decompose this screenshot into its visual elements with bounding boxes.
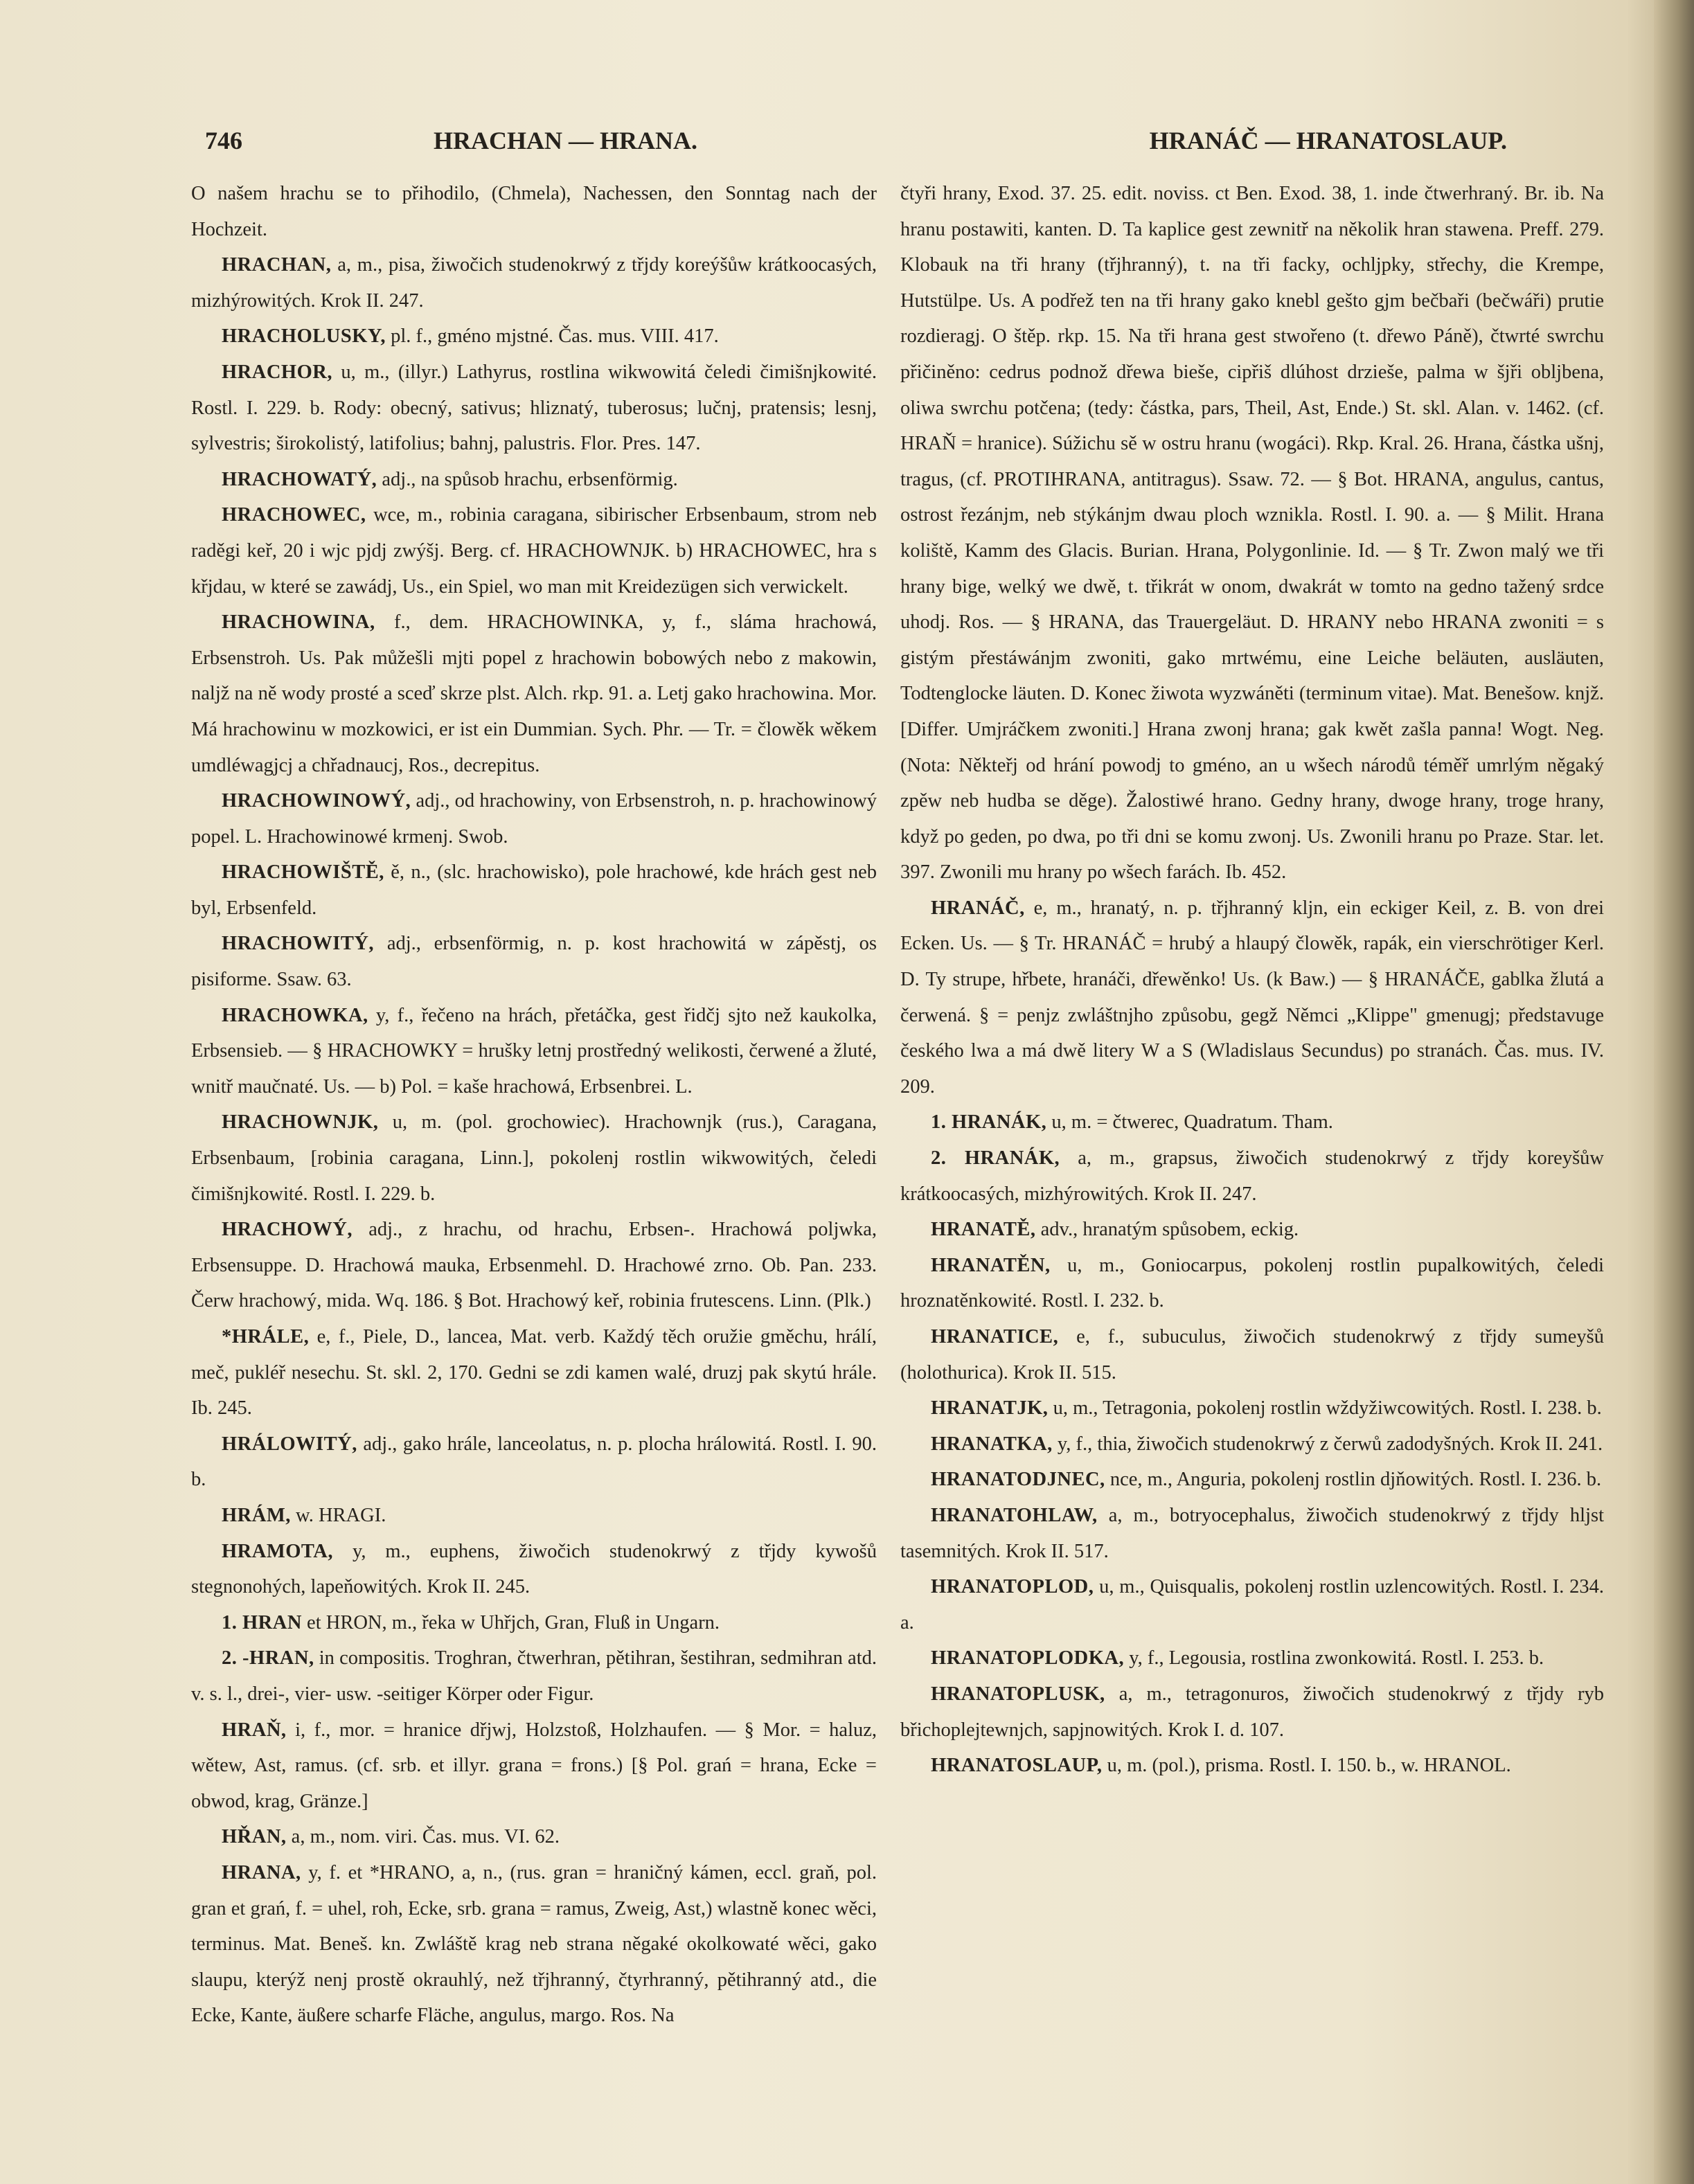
entry-headword: HRACHAN, [222, 254, 332, 276]
entry-headword: HRACHOWKA, [222, 1004, 368, 1026]
dictionary-entry [191, 497, 877, 605]
entry-text: u, m., Goniocarpus, pokolenj rostlin pupalkowitých, čeledi hroznatěnkowité. Rostl. I. 232. b. [900, 1254, 1604, 1312]
entry-text: u, m. (pol. grochowiec). Hrachownjk (rus.), Caragana, Erbsenbaum, [robinia caragana, Linn.], pokolenj rostlin wikwowitých, čeledi čimišnjkowité. Rostl. I. 229. b. [191, 1111, 877, 1205]
dictionary-entry [191, 1855, 877, 2034]
entry-headword: *HRÁLE, [222, 1326, 310, 1348]
dictionary-entry [191, 1319, 877, 1426]
entry-headword: HRANATOSLAUP, [931, 1755, 1103, 1777]
entry-headword: HRACHOWEC, [222, 504, 366, 526]
dictionary-entry [191, 462, 877, 498]
entry-text: adj., od hrachowiny, von Erbsenstroh, n. p. hrachowinowý popel. L. Hrachowinowé krmenj. Swob. [191, 790, 877, 848]
entry-text: čtyři hrany, Exod. 37. 25. edit. noviss. ct Ben. Exod. 38, 1. inde čtwerhraný. Br. ib. Na hranu postawiti, kanten. D. Ta kaplice gest zewnitř na několik hran stawena. Preff. 279. Klobauk na tři hrany (třjhranný), t. na tři facky, ochljpky, střechy, die Krempe, Hutstülpe. Us. A podřež ten na tři hrany gako knebl gešto gjm bečbaři (bečwáři) prutie rozdieragj. O štěp. rkp. 15. Na tři hrana gest stwořeno (t. dřewo Páně), čtwrté swrchu přičiněno: cedrus podnož dřewa bieše, cipřiš dlúhost drzieše, palma w šjři obljbena, oliwa swrchu potčena; (tedy: částka, pars, Theil, Ast, Ende.) St. skl. Alan. v. 1462. (cf. HRAŇ = hranice). Súžichu sě w ostru hranu (wogáci). Rkp. Kral. 26. Hrana, částka ušnj, tragus, (cf. PROTIHRANA, antitragus). Ssaw. 72. — § Bot. HRANA, angulus, cantus, ostrost řezánjm, neb stýkánjm dwau ploch wznikla. Rostl. I. 90. a. — § Milit. Hrana koliště, Kamm des Glacis. Burian. Hrana, Polygonlinie. Id. — § Tr. Zwon malý we tři hrany bige, welký we dwě, t. třikrát w onom, dwakrát w tomto na gedno tažený srdce uhodj. Ros. — § HRANA, das Trauergeläut. D. HRANY nebo HRANA zwoniti = s gistým přestáwánjm zwoniti, gako mrtwému, eine Leiche beläuten, ausläuten, Todtenglocke läuten. D. Konec žiwota wyzwáněti (terminum vitae). Mat. Benešow. knjž. [Differ. Umjráčkem zwoniti.] Hrana zwonj hrana; gak kwět zašla panna! Wogt. Neg. (Nota: Někteřj od hrání powodj to gméno, an u wšech národů téměř umrlým něgaký zpěw neb hudba se děge). Žalostiwé hrano. Gedny hrany, dwoge hrany, troge hrany, když po geden, po dwa, po tři dni se komu zwonj. Us. Zwonili hranu po Praze. Star. let. 397. Zwonili mu hrany po wšech farách. Ib. 452. [900, 183, 1604, 884]
dictionary-entry [900, 890, 1604, 1105]
dictionary-entry [900, 1676, 1604, 1748]
dictionary-entry [900, 1390, 1604, 1426]
entry-text: u, m. (pol.), prisma. Rostl. I. 150. b., w. HRANOL. [1107, 1755, 1511, 1777]
entry-headword: HRACHOWITÝ, [222, 933, 375, 955]
entry-headword: HRANATKA, [931, 1433, 1053, 1455]
entry-text: a, m., pisa, žiwočich studenokrwý z třjdy koreýšůw krátkoocasých, mizhýrowitých. Krok II. 247. [191, 254, 877, 312]
dictionary-entry [191, 1104, 877, 1212]
entry-text: ě, n., (slc. hrachowisko), pole hrachowé, kde hrách gest neb byl, Erbsenfeld. [191, 861, 877, 919]
entry-headword: HRACHOWNJK, [222, 1111, 379, 1134]
entry-headword: HRÁM, [222, 1504, 291, 1526]
entry-text: adj., erbsenförmig, n. p. kost hrachowitá w zápěstj, os pisiforme. Ssaw. 63. [191, 933, 877, 991]
entry-text: y, f., thia, žiwočich studenokrwý z čerwů zadodyšných. Krok II. 241. [1057, 1433, 1603, 1455]
entry-headword: HRANATĚ, [931, 1219, 1036, 1241]
dictionary-entry [191, 854, 877, 926]
dictionary-entry [900, 1140, 1604, 1212]
dictionary-entry [900, 1104, 1604, 1140]
entry-headword: HRAMOTA, [222, 1540, 334, 1562]
dictionary-entry [900, 1212, 1604, 1248]
entry-text: y, f. et *HRANO, a, n., (rus. gran = hraničný kámen, eccl. graň, pol. gran et grań, f. = uhel, roh, Ecke, srb. grana = ramus, Zweig, Ast,) wlastně konec wěci, terminus. Mat. Beneš. kn. Zwláště krag neb strana něgaké okolkowaté wěci, gako slaupu, kterýž nenj prostě okrauhlý, než třjhranný, čtyrhranný, pětihranný atd., die Ecke, Kante, äußere scharfe Fläche, angulus, margo. Ros. Na [191, 1861, 877, 2027]
dictionary-entry [191, 176, 877, 247]
entry-headword: 2. -HRAN, [222, 1647, 314, 1670]
dictionary-entry [191, 1605, 877, 1641]
entry-text: u, m., Quisqualis, pokolenj rostlin uzlencowitých. Rostl. I. 234. a. [900, 1576, 1604, 1633]
page-edge-shadow [1654, 0, 1694, 2184]
dictionary-entry [191, 355, 877, 462]
entry-text: y, m., euphens, žiwočich studenokrwý z třjdy kywošů stegnonohých, lapeňowitých. Krok II. 245. [191, 1540, 877, 1598]
entry-headword: HRACHOWIŠTĚ, [222, 861, 384, 884]
entry-text: in compositis. Troghran, čtwerhran, pětihran, šestihran, sedmihran atd. v. s. l., drei-, vier- usw. -seitiger Körper oder Figur. [191, 1647, 877, 1705]
dictionary-entry [191, 998, 877, 1105]
dictionary-entry [191, 319, 877, 355]
right-running-title: HRANÁČ — HRANATOSLAUP. [1149, 127, 1507, 154]
entry-text: nce, m., Anguria, pokolenj rostlin djňowitých. Rostl. I. 236. b. [1109, 1469, 1602, 1491]
entry-headword: HRANA, [222, 1861, 301, 1883]
entry-headword: HRANATOPLOD, [931, 1576, 1094, 1598]
dictionary-entry [191, 783, 877, 854]
entry-headword: HRACHOR, [222, 361, 332, 383]
entry-headword: HRANATODJNEC, [931, 1469, 1105, 1491]
entry-headword: HRANÁČ, [931, 897, 1025, 919]
entry-text: pl. f., gméno mjstné. Čas. mus. VIII. 417. [391, 325, 719, 348]
dictionary-entry [900, 1640, 1604, 1676]
entry-headword: 1. HRANÁK, [931, 1111, 1047, 1134]
dictionary-entry [191, 247, 877, 319]
entry-text: et HRON, m., řeka w Uhřjch, Gran, Fluß in Ungarn. [307, 1611, 720, 1633]
dictionary-entry [191, 1640, 877, 1712]
entry-headword: HRAŇ, [222, 1719, 287, 1741]
dictionary-entry [191, 1712, 877, 1820]
entry-text: e, m., hranatý, n. p. třjhranný kljn, ein eckiger Keil, z. B. von drei Ecken. Us. — § Tr. HRANÁČ = hrubý a hlaupý člowěk, rapák, ein vierschrötiger Kerl. D. Ty strupe, hřbete, hranáči, dřewěnko! Us. (k Baw.) — § HRANÁČE, gablka žlutá a čerwená. § = penjz zwláštnjho způsobu, gegž Němci „Klippe" gmenugj; představuge českého lwa a má dwě litery W a S (Wladislaus Secundus) po stranách. Čas. mus. IV. 209. [900, 897, 1605, 1098]
dictionary-entry [191, 1819, 877, 1855]
entry-text: y, f., řečeno na hrách, přetáčka, gest řidčj sjto než kaukolka, Erbsensieb. — § HRACHOWKY = hrušky letnj prostředný welikosti, čerwené a žluté, wnitř maučnaté. Us. — b) Pol. = kaše hrachowá, Erbsenbrei. L. [191, 1004, 877, 1098]
entry-text: adj., z hrachu, od hrachu, Erbsen-. Hrachowá poljwka, Erbsensuppe. D. Hrachowá mauka, Erbsenmehl. D. Hrachowé zrno. Ob. Pan. 233. Čerw hrachowý, mida. Wq. 186. § Bot. Hrachowý keř, robinia frutescens. Linn. (Plk.) [191, 1219, 877, 1312]
entry-headword: HŘAN, [222, 1826, 287, 1848]
entry-text: adj., gako hrále, lanceolatus, n. p. plocha hrálowitá. Rostl. I. 90. b. [191, 1433, 877, 1491]
entry-text: y, f., Legousia, rostlina zwonkowitá. Rostl. I. 253. b. [1129, 1647, 1544, 1670]
entry-text: u, m., (illyr.) Lathyrus, rostlina wikwowitá čeledi čimišnjkowité. Rostl. I. 229. b. Rody: obecný, sativus; hliznatý, tuberosus; lučnj, pratensis; lesnj, sylvestris; širokolistý, latifolius; bahnj, palustris. Flor. Pres. 147. [191, 361, 877, 455]
entry-text: a, m., botryocephalus, žiwočich studenokrwý z třjdy hljst tasemnitých. Krok II. 517. [900, 1504, 1604, 1562]
dictionary-entry [191, 1498, 877, 1534]
entry-headword: HRÁLOWITÝ, [222, 1433, 357, 1455]
dictionary-entry [191, 1534, 877, 1605]
dictionary-entry [191, 1212, 877, 1319]
entry-text: f., dem. HRACHOWINKA, y, f., sláma hrachowá, Erbsenstroh. Us. Pak můžešli mjti popel z hrachowin bobowých nebo z makowin, naljž na ně wody prosté a sceď skrze plst. Alch. rkp. 91. a. Letj gako hrachowina. Mor. Má hrachowinu w mozkowici, er ist ein Dummian. Sych. Phr. — Tr. = člowěk wěkem umdléwagjcj a chřadnaucj, Ros., decrepitus. [191, 611, 877, 776]
entry-headword: HRANATOPLUSK, [931, 1683, 1105, 1705]
left-column [191, 176, 877, 2034]
right-column [900, 176, 1604, 1784]
dictionary-entry [191, 926, 877, 997]
left-running-title: HRACHAN — HRANA. [434, 127, 697, 154]
entry-text: e, f., Piele, D., lancea, Mat. verb. Každý těch oružie gměchu, hrálí, meč, pukléř nesechu. St. skl. 2, 170. Gedni se zdi kamen walé, druzj pak skytú hrále. Ib. 245. [191, 1326, 877, 1420]
entry-headword: HRANATJK, [931, 1397, 1049, 1420]
page-header [205, 126, 1507, 168]
entry-headword: HRANATICE, [931, 1326, 1059, 1348]
dictionary-entry [900, 1498, 1604, 1569]
entry-text: u, m., Tetragonia, pokolenj rostlin wždyžiwcowitých. Rostl. I. 238. b. [1053, 1397, 1602, 1420]
entry-headword: HRACHOWATÝ, [222, 468, 377, 490]
entry-headword: HRACHOWINA, [222, 611, 375, 634]
entry-headword: HRANATĚN, [931, 1254, 1051, 1276]
entry-text: w. HRAGI. [295, 1504, 386, 1526]
entry-headword: HRANATOHLAW, [931, 1504, 1098, 1526]
entry-headword: HRACHOWÝ, [222, 1219, 353, 1241]
dictionary-entry [900, 176, 1604, 890]
entry-text: u, m. = čtwerec, Quadratum. Tham. [1051, 1111, 1333, 1134]
entry-headword: HRACHOLUSKY, [222, 325, 386, 348]
entry-text: e, f., subuculus, žiwočich studenokrwý z třjdy sumeyšů (holothurica). Krok II. 515. [900, 1326, 1605, 1384]
entry-text: O našem hrachu se to přihodilo, (Chmela), Nachessen, den Sonntag nach der Hochzeit. [191, 183, 877, 240]
entry-text: i, f., mor. = hranice dřjwj, Holzstoß, Holzhaufen. — § Mor. = haluz, wětew, Ast, ramus. (cf. srb. et illyr. grana = frons.) [§ Pol. grań = hrana, Ecke = obwod, krag, Gränze.] [191, 1719, 877, 1812]
dictionary-entry [900, 1248, 1604, 1319]
entry-text: adv., hranatým spůsobem, eckig. [1040, 1219, 1299, 1241]
entry-text: wce, m., robinia caragana, sibirischer Erbsenbaum, strom neb raděgi keř, 20 i wjc pjdj zwýšj. Berg. cf. HRACHOWNJK. b) HRACHOWEC, hra s křjdau, w které se zawádj, Us., ein Spiel, wo man mit Kreidezügen sich verwickelt. [191, 504, 877, 598]
entry-headword: 2. HRANÁK, [931, 1147, 1060, 1170]
entry-headword: 1. HRAN [222, 1611, 302, 1633]
dictionary-entry [191, 1426, 877, 1498]
entry-text: a, m., nom. viri. Čas. mus. VI. 62. [291, 1826, 560, 1848]
dictionary-entry [900, 1748, 1604, 1784]
dictionary-entry [900, 1462, 1604, 1498]
dictionary-entry [191, 605, 877, 783]
dictionary-entry [900, 1426, 1604, 1462]
dictionary-entry [900, 1569, 1604, 1640]
entry-headword: HRANATOPLODKA, [931, 1647, 1125, 1670]
entry-headword: HRACHOWINOWÝ, [222, 790, 411, 812]
entry-text: a, m., grapsus, žiwočich studenokrwý z třjdy koreyšůw krátkoocasých, mizhýrowitých. Krok II. 247. [900, 1147, 1605, 1205]
dictionary-entry [900, 1319, 1604, 1390]
entry-text: a, m., tetragonuros, žiwočich studenokrwý z třjdy ryb břichoplejtewnjch, sapjnowitých. Krok I. d. 107. [900, 1683, 1605, 1741]
page-number: 746 [205, 127, 242, 154]
entry-text: adj., na spůsob hrachu, erbsenförmig. [382, 468, 678, 490]
